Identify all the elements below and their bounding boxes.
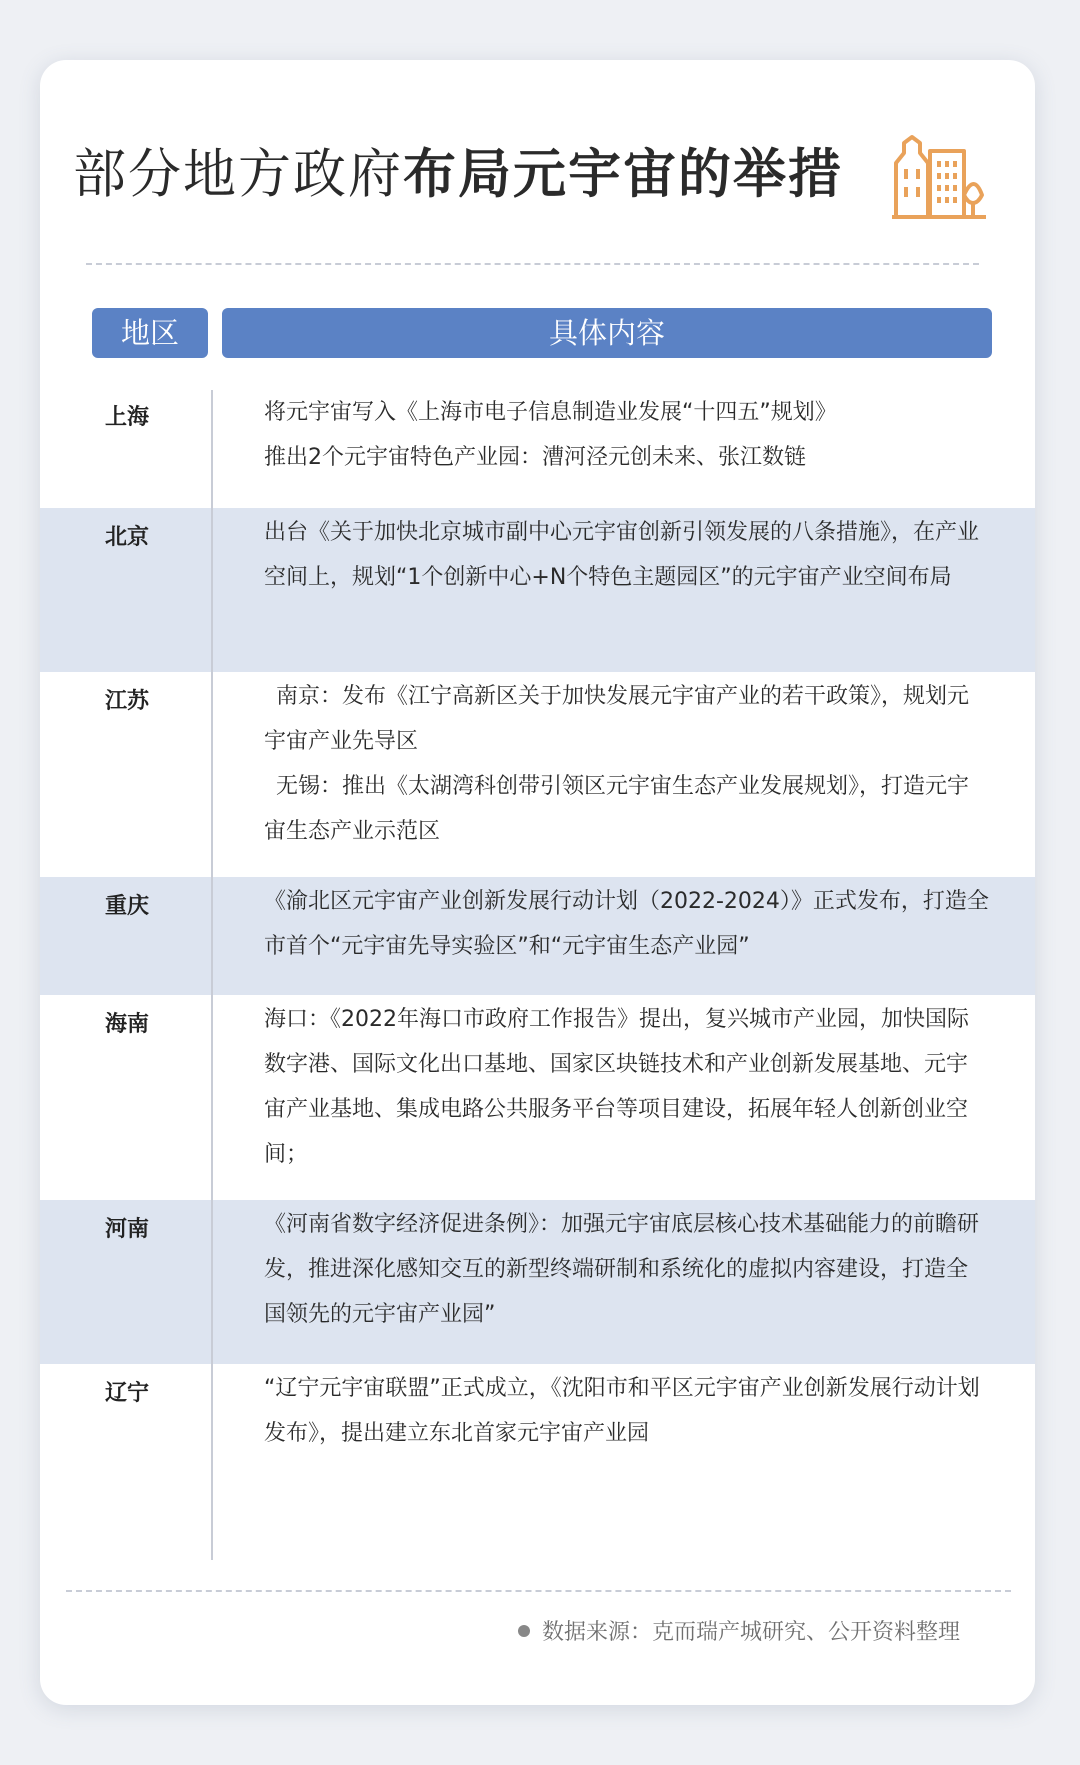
content-line: 出台《关于加快北京城市副中心元宇宙创新引领发展的八条措施》，在产业空间上，规划“1个创新中心+N个特色主题园区”的元宇宙产业空间布局 [264,520,980,590]
region-label: 辽宁 [105,1381,150,1406]
region-label: 江苏 [105,689,150,714]
row-content [264,390,989,480]
column-header-region: 地区 [92,308,208,358]
region-label: 重庆 [105,894,150,919]
policy-card [40,60,1035,1705]
column-divider [211,390,213,1560]
title-light: 部分地方政府 [73,144,403,205]
column-header-content: 具体内容 [222,308,992,358]
content-line: 《渝北区元宇宙产业创新发展行动计划（2022-2024）》正式发布，打造全市首个“元宇宙先导实验区”和“元宇宙生态产业园” [264,889,989,959]
row-content [264,879,989,969]
region-label: 河南 [105,1217,150,1242]
content-line: 南京：发布《江宁高新区关于加快发展元宇宙产业的若干政策》，规划元宇宙产业先导区 [264,684,970,754]
content-line: 海口：《2022年海口市政府工作报告》提出，复兴城市产业园，加快国际数字港、国际文化出口基地、国家区块链技术和产业创新发展基地、元宇宙产业基地、集成电路公共服务平台等项目建设，拓展年轻人创新创业空间； [264,1007,969,1167]
top-divider [86,263,979,265]
table-row [40,1200,1035,1364]
table-row [40,877,1035,995]
row-content [264,674,989,854]
row-content [264,997,989,1177]
region-label: 北京 [105,525,150,550]
building-icon [890,125,990,225]
content-line: 《河南省数字经济促进条例》：加强元宇宙底层核心技术基础能力的前瞻研发，推进深化感知交互的新型终端研制和系统化的虚拟内容建设，打造全国领先的元宇宙产业园” [264,1212,980,1327]
page-title [73,135,843,215]
region-label: 上海 [105,405,150,430]
row-content [264,1202,989,1337]
table-row [40,390,1035,508]
title-bold: 布局元宇宙的举措 [403,144,843,205]
table-row [40,508,1035,672]
source-text: 数据来源：克而瑞产城研究、公开资料整理 [542,1620,961,1645]
bullet-icon [518,1625,530,1637]
row-content [264,1366,989,1456]
table-row [40,672,1035,877]
bottom-divider [66,1590,1011,1592]
content-line: 推出2个元宇宙特色产业园：漕河泾元创未来、张江数链 [264,445,806,470]
content-line: 将元宇宙写入《上海市电子信息制造业发展“十四五”规划》 [264,400,837,425]
source-note [518,1615,960,1646]
row-content [264,510,989,600]
region-label: 海南 [105,1012,150,1037]
content-line: 无锡：推出《太湖湾科创带引领区元宇宙生态产业发展规划》，打造元宇宙生态产业示范区 [264,774,970,844]
content-line: “辽宁元宇宙联盟”正式成立，《沈阳市和平区元宇宙产业创新发展行动计划发布》，提出建立东北首家元宇宙产业园 [264,1376,980,1446]
table-row [40,995,1035,1200]
table-row [40,1364,1035,1484]
